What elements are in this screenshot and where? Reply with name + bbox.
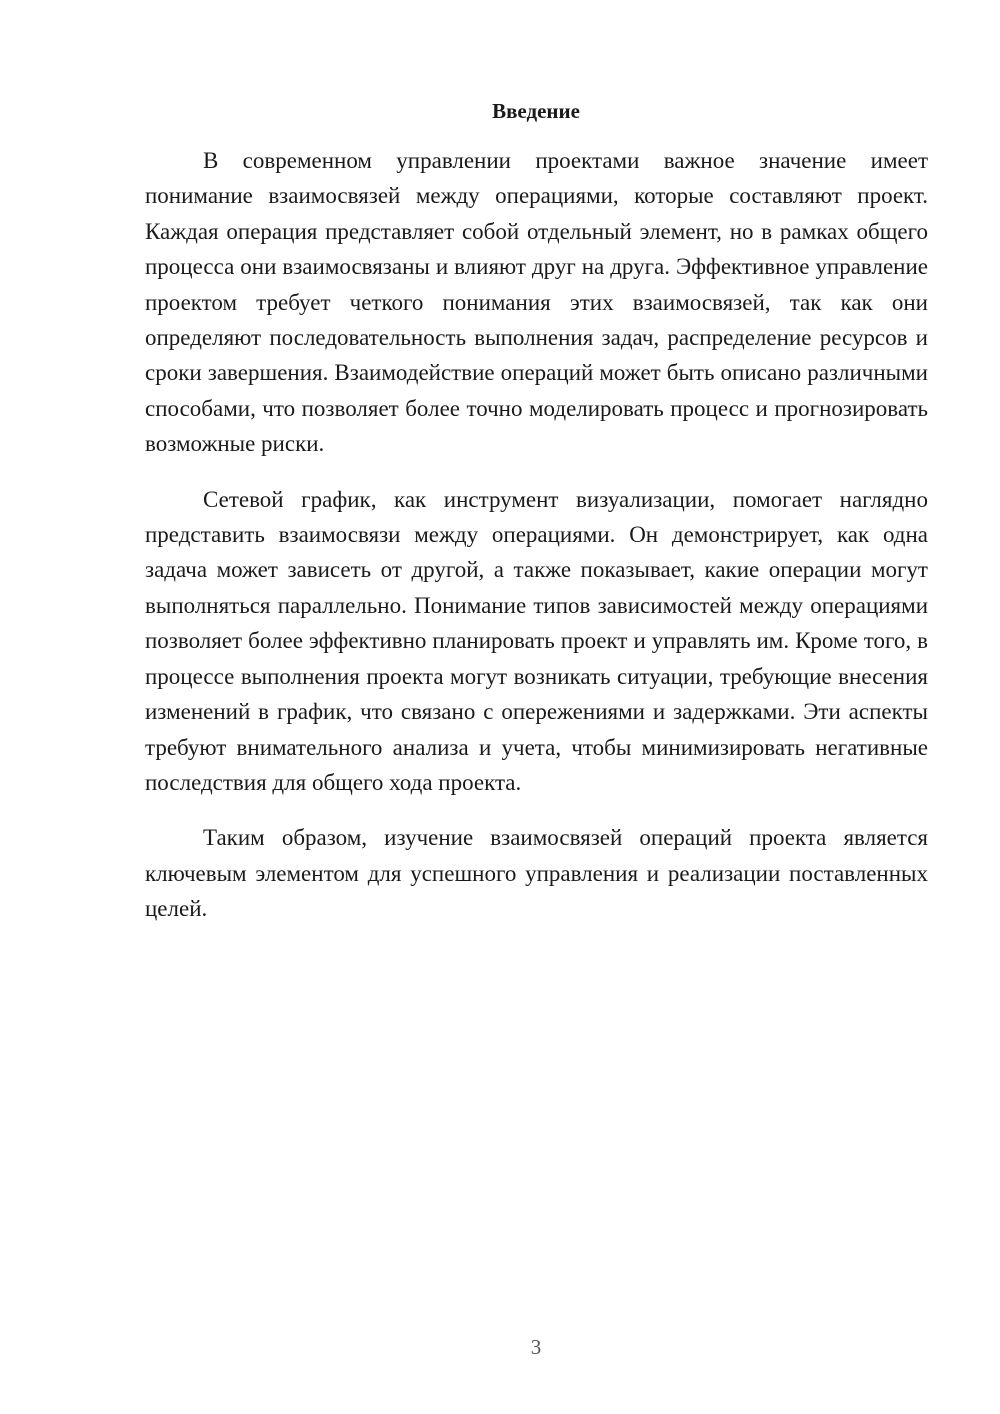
body-text xyxy=(145,143,928,947)
paragraph-intro: В современном управлении проектами важное значение имеет понимание взаимосвязей между операциями, которые составляют проект. Каждая операция представляет собой отдельный элемент, но в рамках общего процесса они взаимосвязаны и влияют друг на друга. Эффективное управление проектом требует четкого понимания этих взаимосвязей, так как они определяют последовательность выполнения задач, распределение ресурсов и сроки завершения. Взаимодействие операций может быть описано различными способами, что позволяет более точно моделировать процесс и прогнозировать возможные риски. xyxy=(145,148,928,457)
paragraph-network-diagram: Сетевой график, как инструмент визуализации, помогает наглядно представить взаимосвязи между операциями. Он демонстрирует, как одна задача может зависеть от другой, а также показывает, какие операции могут выполняться параллельно. Понимание типов зависимостей между операциями позволяет более эффективно планировать проект и управлять им. Кроме того, в процессе выполнения проекта могут возникать ситуации, требующие внесения изменений в график, что связано с опережениями и задержками. Эти аспекты требуют внимательного анализа и учета, чтобы минимизировать негативные последствия для общего хода проекта. xyxy=(145,486,928,795)
paragraph-conclusion: Таким образом, изучение взаимосвязей операций проекта является ключевым элементом для успешного управления и реализации поставленных целей. xyxy=(145,825,928,922)
page-title: Введение xyxy=(492,99,580,123)
page-number: 3 xyxy=(530,1335,542,1359)
